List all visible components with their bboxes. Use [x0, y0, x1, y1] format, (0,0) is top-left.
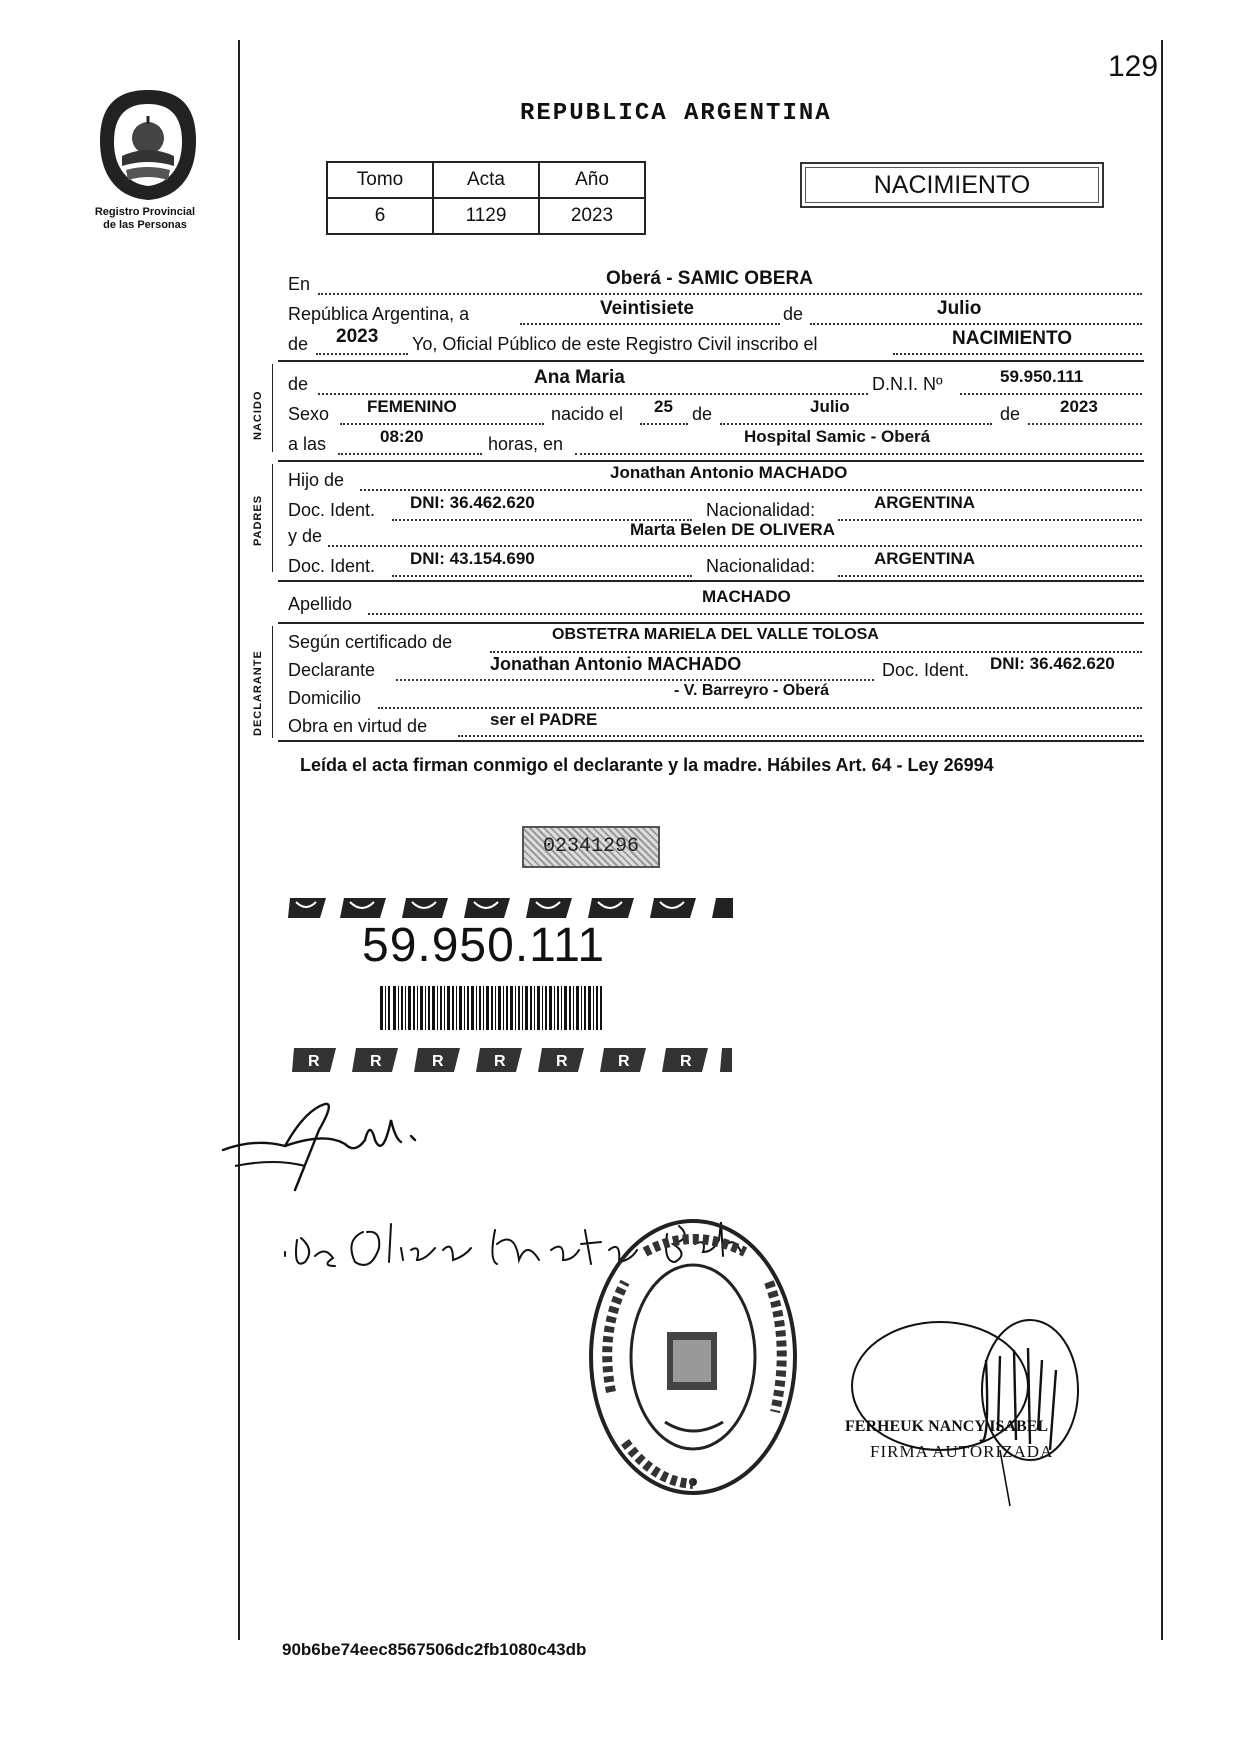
registry-round-stamp [585, 1212, 801, 1502]
value-lugar: Oberá - SAMIC OBERA [606, 268, 813, 289]
dotted-line [810, 323, 1142, 325]
page-number: 129 [1108, 50, 1159, 83]
document-hash: 90b6be74eec8567506dc2fb1080c43db [282, 1640, 587, 1659]
value-apellido: MACHADO [702, 587, 791, 606]
dotted-line [392, 575, 692, 577]
label-y-de: y de [288, 526, 323, 546]
registry-table [326, 161, 646, 235]
dotted-line [520, 323, 780, 325]
dni-label-number: 59.950.111 [362, 919, 606, 972]
barcode [380, 986, 602, 1030]
value-acta: 1129 [433, 198, 539, 234]
official-signature [850, 1300, 1090, 1510]
value-padre-doc: DNI: 36.462.620 [410, 493, 535, 512]
label-nacido-el: nacido el [551, 404, 624, 424]
value-anio-nac: 2023 [1060, 397, 1098, 416]
value-sexo: FEMENINO [367, 397, 457, 416]
section-separator [278, 622, 1144, 624]
section-separator [278, 740, 1144, 742]
svg-text:R: R [370, 1053, 382, 1070]
section-separator [278, 580, 1144, 582]
svg-text:R: R [308, 1053, 320, 1070]
value-declarante-doc: DNI: 36.462.620 [990, 654, 1115, 673]
label-sexo: Sexo [288, 404, 330, 424]
value-lugar-nac: Hospital Samic - Oberá [744, 427, 931, 446]
value-declarante: Jonathan Antonio MACHADO [490, 654, 742, 674]
left-margin-line [238, 40, 240, 1640]
label-dni: D.N.I. Nº [872, 374, 943, 394]
authorized-signature-label: FIRMA AUTORIZADA [870, 1442, 1054, 1461]
dotted-line [316, 353, 408, 355]
label-apellido: Apellido [288, 594, 353, 614]
dotted-line [720, 423, 992, 425]
value-nombre: Ana Maria [534, 367, 625, 388]
value-anio: 2023 [539, 198, 645, 234]
value-padre: Jonathan Antonio MACHADO [610, 463, 848, 482]
label-doc-ident: Doc. Ident. [288, 556, 376, 576]
svg-text:R: R [494, 1053, 506, 1070]
section-bracket [272, 464, 273, 572]
dotted-line [458, 735, 1142, 737]
dotted-line [396, 679, 874, 681]
value-hora: 08:20 [380, 427, 424, 446]
section-padres: PADRES [252, 494, 264, 546]
seal-caption-line-1: Registro Provincial [94, 206, 196, 218]
label-hijo-de: Hijo de [288, 470, 345, 490]
section-bracket [272, 364, 273, 452]
label-de-nombre: de [288, 374, 309, 394]
svg-text:R: R [618, 1053, 630, 1070]
dotted-line [340, 423, 544, 425]
header-tomo: Tomo [327, 162, 433, 198]
svg-text:R: R [432, 1053, 444, 1070]
closing-note: Leída el acta firman conmigo el declarante y la madre. Hábiles Art. 64 - Ley 26994 [300, 755, 994, 775]
label-declarante: Declarante [288, 660, 376, 680]
label-en: En [288, 274, 311, 294]
dotted-line [640, 423, 688, 425]
header-anio: Año [539, 162, 645, 198]
label-de: de [783, 304, 804, 324]
label-obra: Obra en virtud de [288, 716, 428, 736]
value-mes-nac: Julio [810, 397, 850, 416]
value-mes: Julio [937, 298, 982, 319]
dotted-line [838, 575, 1142, 577]
label-yo: Yo, Oficial Público de este Registro Civil inscribo el [412, 334, 818, 354]
seal-caption [70, 206, 220, 232]
official-name: FERHEUK NANCY ISABEL [845, 1418, 1048, 1435]
value-tipo: NACIMIENTO [952, 328, 1072, 349]
dotted-line [338, 453, 482, 455]
document-title: REPUBLICA ARGENTINA [520, 100, 832, 127]
dotted-line [318, 293, 1142, 295]
dotted-line [1028, 423, 1142, 425]
right-margin-line [1161, 40, 1163, 1640]
value-tomo: 6 [327, 198, 433, 234]
value-dia-letras: Veintisiete [600, 298, 694, 319]
label-a-las: a las [288, 434, 327, 454]
label-domicilio: Domicilio [288, 688, 362, 708]
seal-caption-line-2: de las Personas [103, 219, 187, 231]
value-certificado: OBSTETRA MARIELA DEL VALLE TOLOSA [552, 626, 879, 643]
security-strip-top [288, 896, 733, 920]
act-type-box: NACIMIENTO [800, 162, 1104, 208]
dotted-line [328, 545, 1142, 547]
declarant-signature [215, 1080, 445, 1200]
dotted-line [318, 393, 868, 395]
label-nacionalidad: Nacionalidad: [706, 500, 816, 520]
label-doc-ident: Doc. Ident. [288, 500, 376, 520]
security-strip-bottom [292, 1044, 732, 1076]
dotted-line [838, 519, 1142, 521]
value-obra: ser el PADRE [490, 710, 598, 729]
dotted-line [575, 453, 1142, 455]
value-dni: 59.950.111 [1000, 367, 1084, 386]
label-de: de [692, 404, 713, 424]
dotted-line [360, 489, 1142, 491]
label-de: de [288, 334, 309, 354]
value-madre: Marta Belen DE OLIVERA [630, 520, 835, 539]
label-horas-en: horas, en [488, 434, 564, 454]
dotted-line [893, 353, 1142, 355]
value-madre-nac: ARGENTINA [874, 549, 976, 568]
dotted-line [960, 393, 1142, 395]
section-separator [278, 360, 1144, 362]
label-nacionalidad: Nacionalidad: [706, 556, 816, 576]
dotted-line [378, 707, 1142, 709]
section-separator [278, 460, 1144, 462]
serial-stamp: 02341296 [522, 826, 660, 868]
dotted-line [368, 613, 1142, 615]
value-dia-nac: 25 [654, 397, 673, 416]
header-acta: Acta [433, 162, 539, 198]
section-nacido: NACIDO [252, 390, 264, 440]
value-domicilio: - V. Barreyro - Oberá [674, 682, 830, 699]
label-republica: República Argentina, a [288, 304, 470, 324]
label-doc-ident: Doc. Ident. [882, 660, 970, 680]
svg-text:R: R [680, 1053, 692, 1070]
provincial-seal-logo [92, 86, 204, 204]
value-anio: 2023 [336, 326, 379, 347]
label-segun: Según certificado de [288, 632, 453, 652]
svg-text:R: R [556, 1053, 568, 1070]
label-de: de [1000, 404, 1021, 424]
section-declarante: DECLARANTE [252, 650, 264, 736]
value-padre-nac: ARGENTINA [874, 493, 976, 512]
dotted-line [490, 651, 1142, 653]
section-bracket [272, 626, 273, 738]
value-madre-doc: DNI: 43.154.690 [410, 549, 535, 568]
